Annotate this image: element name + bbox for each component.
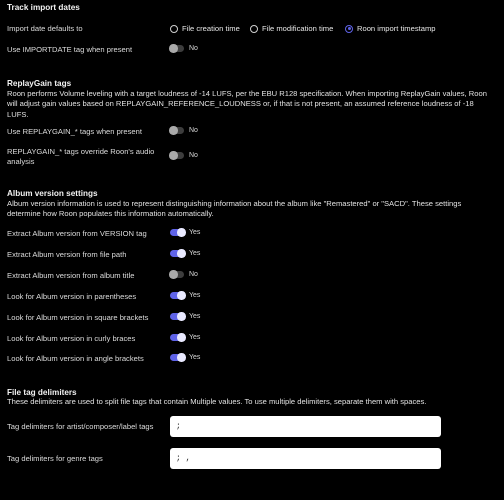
- section-title-delimiters: File tag delimiters: [7, 388, 77, 397]
- toggle-switch-icon: [170, 271, 184, 278]
- album-version-description: Album version information is used to represent distinguishing information about the album like "Remastered" or "SACD". These settings determine how Roon populates this information automatically.: [7, 199, 462, 219]
- radio-roon-import-timestamp[interactable]: [345, 24, 436, 33]
- radio-label: File creation time: [182, 24, 240, 33]
- album-setting-label: Look for Album version in square brackets: [7, 313, 149, 322]
- date-defaults-label: Import date defaults to: [7, 24, 83, 33]
- toggle-switch-icon: [170, 152, 184, 159]
- toggle-switch-icon: [170, 250, 184, 257]
- radio-label: Roon import timestamp: [357, 24, 436, 33]
- toggle-value: Yes: [189, 334, 201, 341]
- toggle-switch-icon: [170, 45, 184, 52]
- toggle-switch-icon: [170, 354, 184, 361]
- album-setting-label: Look for Album version in parentheses: [7, 292, 137, 301]
- toggle-value: Yes: [189, 229, 201, 236]
- album-version-tag-toggle[interactable]: [170, 229, 200, 236]
- replaygain-override-toggle[interactable]: [170, 152, 198, 159]
- toggle-switch-icon: [170, 229, 184, 236]
- toggle-value: Yes: [189, 354, 201, 361]
- toggle-value: No: [189, 45, 198, 52]
- album-setting-label: Look for Album version in curly braces: [7, 334, 136, 343]
- album-setting-label: Extract Album version from VERSION tag: [7, 229, 147, 238]
- toggle-value: Yes: [189, 313, 201, 320]
- album-version-angle-brackets-toggle[interactable]: [170, 354, 200, 361]
- album-setting-label: Look for Album version in angle brackets: [7, 354, 144, 363]
- radio-file-creation-time[interactable]: [170, 24, 240, 33]
- artist-delimiters-input[interactable]: ;: [170, 416, 441, 437]
- album-version-square-brackets-toggle[interactable]: [170, 313, 200, 320]
- genre-delimiters-input[interactable]: ; ,: [170, 448, 441, 469]
- genre-delimiters-label: Tag delimiters for genre tags: [7, 454, 103, 463]
- section-title-replaygain: ReplayGain tags: [7, 79, 72, 88]
- album-version-parentheses-toggle[interactable]: [170, 292, 200, 299]
- toggle-switch-icon: [170, 127, 184, 134]
- radio-file-modification-time[interactable]: [250, 24, 333, 33]
- section-title-album-version: Album version settings: [7, 189, 98, 198]
- delimiters-description: These delimiters are used to split file tags that contain Multiple values. To use multiple delimiters, separate them with spaces.: [7, 397, 427, 406]
- replaygain-setting-label: REPLAYGAIN_* tags override Roon's audio analysis: [7, 147, 155, 167]
- toggle-switch-icon: [170, 334, 184, 341]
- replaygain-setting-label: Use REPLAYGAIN_* tags when present: [7, 127, 142, 136]
- toggle-value: Yes: [189, 292, 201, 299]
- radio-dot-icon: [170, 25, 178, 33]
- importdate-label: Use IMPORTDATE tag when present: [7, 45, 133, 54]
- radio-dot-selected-icon: [345, 25, 353, 33]
- album-version-title-toggle[interactable]: [170, 271, 198, 278]
- toggle-value: Yes: [189, 250, 201, 257]
- toggle-switch-icon: [170, 313, 184, 320]
- radio-dot-icon: [250, 25, 258, 33]
- artist-delimiters-label: Tag delimiters for artist/composer/label tags: [7, 422, 154, 431]
- radio-label: File modification time: [262, 24, 334, 33]
- album-version-filepath-toggle[interactable]: [170, 250, 200, 257]
- section-title-track-import: Track import dates: [7, 3, 80, 12]
- toggle-value: No: [189, 152, 198, 159]
- album-version-curly-braces-toggle[interactable]: [170, 334, 200, 341]
- replaygain-description: Roon performs Volume leveling with a target loudness of -14 LUFS, per the EBU R128 specification. When importing ReplayGain values, Roon will adjust gain values based on REPLAYGAIN_REFERENCE_LOUDNESS or, if that is not present, an assumed reference loudness of -18 LUFS.: [7, 89, 487, 119]
- toggle-value: No: [189, 127, 198, 134]
- replaygain-use-toggle[interactable]: [170, 127, 198, 134]
- importdate-toggle[interactable]: [170, 45, 198, 52]
- album-setting-label: Extract Album version from file path: [7, 250, 127, 259]
- album-setting-label: Extract Album version from album title: [7, 271, 135, 280]
- toggle-switch-icon: [170, 292, 184, 299]
- toggle-value: No: [189, 271, 198, 278]
